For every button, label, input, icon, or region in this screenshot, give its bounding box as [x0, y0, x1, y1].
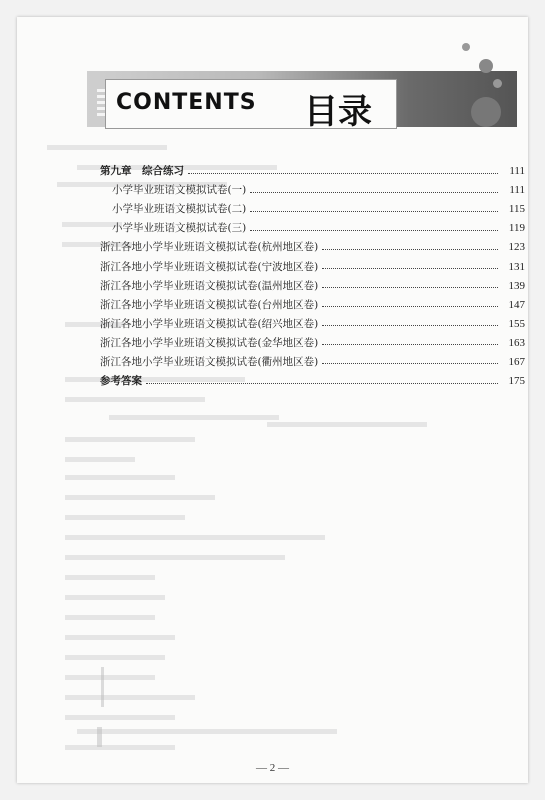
title-english: CONTENTS [116, 90, 257, 115]
toc-page-number: 111 [509, 184, 525, 197]
toc-entry[interactable] [100, 334, 525, 353]
toc-leader-dots [322, 268, 498, 269]
toc-leader-dots [322, 306, 498, 307]
toc-leader-dots [322, 249, 498, 250]
toc-page-number: 167 [508, 355, 525, 368]
contents-title [105, 79, 397, 132]
toc-leader-dots [250, 211, 498, 212]
toc-entry[interactable] [100, 277, 525, 296]
toc-leader-dots [250, 192, 498, 193]
toc-entry-label: 浙江各地小学毕业班语文模拟试卷(金华地区卷) [100, 336, 319, 349]
page-number: — 2 — [256, 762, 289, 774]
toc-entry-label: 第九章 综合练习 [100, 165, 184, 178]
ink-smudge [101, 667, 104, 707]
toc-entry[interactable] [100, 162, 525, 181]
toc-entry-label: 小学毕业班语文模拟试卷(三) [112, 222, 247, 235]
toc-leader-dots [322, 363, 498, 364]
book-page [17, 17, 528, 783]
ink-smudge [97, 727, 102, 747]
toc-entry-label: 浙江各地小学毕业班语文模拟试卷(温州地区卷) [100, 279, 319, 292]
toc-page-number: 163 [508, 336, 525, 349]
decor-circle-small [462, 43, 470, 51]
toc-leader-dots [322, 344, 498, 345]
toc-entry-label: 浙江各地小学毕业班语文模拟试卷(台州地区卷) [100, 298, 319, 311]
toc-entry-label: 浙江各地小学毕业班语文模拟试卷(杭州地区卷) [100, 241, 319, 254]
toc-entry[interactable] [100, 315, 525, 334]
toc-entry-label: 浙江各地小学毕业班语文模拟试卷(绍兴地区卷) [100, 317, 319, 330]
toc-page-number: 175 [508, 375, 525, 388]
decor-circle-tiny [493, 79, 502, 88]
toc-entry-label: 小学毕业班语文模拟试卷(二) [112, 203, 247, 216]
toc-entry[interactable] [100, 372, 525, 391]
toc-page-number: 147 [508, 298, 525, 311]
toc-leader-dots [146, 383, 498, 384]
toc-page-number: 131 [508, 260, 525, 273]
title-chinese: 目录 [304, 92, 372, 132]
toc-leader-dots [322, 287, 498, 288]
toc-leader-dots [250, 230, 498, 231]
toc-entry-label: 浙江各地小学毕业班语文模拟试卷(衢州地区卷) [100, 355, 319, 368]
toc-entry-label: 小学毕业班语文模拟试卷(一) [112, 184, 247, 197]
toc-entry[interactable] [100, 238, 525, 257]
toc-leader-dots [322, 325, 498, 326]
toc-leader-dots [188, 173, 498, 174]
toc-entry-label: 参考答案 [100, 375, 142, 388]
toc-page-number: 123 [508, 241, 525, 254]
toc-entry[interactable] [100, 200, 525, 219]
toc-page-number: 115 [508, 203, 525, 216]
toc-page-number: 139 [508, 279, 525, 292]
decor-circle-medium [479, 59, 493, 73]
toc-entry[interactable] [100, 353, 525, 372]
show-through-text [17, 17, 528, 783]
toc-entry-label: 浙江各地小学毕业班语文模拟试卷(宁波地区卷) [100, 260, 319, 273]
toc-entry[interactable] [100, 257, 525, 276]
toc-page-number: 119 [508, 222, 525, 235]
toc-page-number: 111 [509, 165, 525, 178]
toc-entry[interactable] [100, 219, 525, 238]
toc-entry[interactable] [100, 181, 525, 200]
decor-circle-large [471, 97, 501, 127]
table-of-contents [100, 162, 525, 391]
toc-entry[interactable] [100, 296, 525, 315]
toc-page-number: 155 [508, 317, 525, 330]
